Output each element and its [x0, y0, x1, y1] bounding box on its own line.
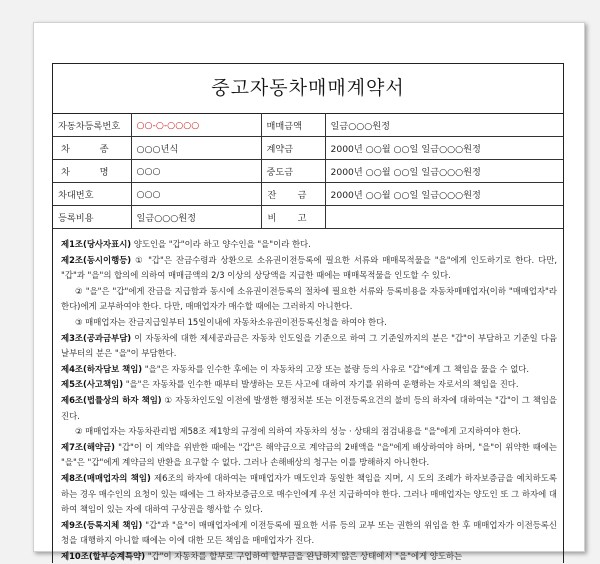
- article-6-clause-2: [61, 424, 557, 440]
- article-2: [61, 253, 557, 284]
- article-text: 이 자동차에 대한 제세공과금은 자동차 인도일을 기준으로 하여 그 기준일까지의 분은 "갑"이 부담하고 기준일 다음날부터의 분은 "을"이 부담한다.: [61, 332, 557, 359]
- value-registration-cost: 일금○○○원정: [131, 206, 261, 229]
- article-heading: 제2조(동시이행등): [61, 254, 132, 265]
- label-vehicle-name: 차 명: [53, 160, 131, 183]
- value-balance: 2000년 ○○월 ○○일 일금○○○원정: [325, 183, 563, 206]
- label-interim-payment: 중도금: [261, 160, 325, 183]
- article-5: [61, 377, 557, 393]
- article-4: [61, 362, 557, 378]
- article-heading: 제5조(사고책임): [61, 379, 124, 390]
- article-text: "을"은 자동차를 인수한 후에는 이 자동차의 고장 또는 불량 등의 사유로 "갑"에게 그 책임을 물을 수 없다.: [142, 363, 530, 374]
- article-text: ② "을"은 "갑"에게 잔금을 지급함과 동시에 소유권이전등록의 절차에 필요한 서류와 등록비용을 자동차매매업자(이하 "매매업자"라 한다)에게 교부하여야 한다. 다만, 매매업자가 매수할 때에는 그러하지 아니한다.: [61, 285, 557, 312]
- vehicle-info-table: [53, 113, 563, 229]
- document-title: 중고자동차매매계약서: [211, 77, 405, 99]
- article-8: [61, 471, 557, 518]
- article-10: [61, 549, 557, 564]
- label-chassis-number: 차대번호: [53, 183, 131, 206]
- value-registration-number: ○○-○-○○○○: [131, 114, 261, 137]
- label-registration-cost: 등록비용: [53, 206, 131, 229]
- table-row: [53, 206, 563, 229]
- label-vehicle-type: 차 종: [53, 137, 131, 160]
- contract-frame: [52, 63, 564, 563]
- label-registration-number: 자동차등록번호: [53, 114, 131, 137]
- article-heading: 제6조(법률상의 하자 책임): [61, 394, 162, 405]
- article-9: [61, 518, 557, 549]
- article-heading: 제10조(할부승계특약): [61, 550, 146, 561]
- label-balance: 잔 금: [261, 183, 325, 206]
- value-chassis-number: ○○○: [131, 183, 261, 206]
- article-text: ② 매매업자는 자동차관리법 제58조 제1항의 규정에 의하여 자동차의 성능 · 상태의 점검내용을 "을"에게 고지하여야 한다.: [75, 426, 521, 437]
- article-heading: 제1조(당사자표시): [61, 239, 132, 249]
- table-row: [53, 137, 563, 160]
- value-deposit: 2000년 ○○월 ○○일 일금○○○원정: [325, 137, 563, 160]
- document-page: [33, 22, 585, 561]
- article-heading: 제8조(매매업자의 책임): [61, 472, 151, 483]
- article-2-clause-2: [61, 284, 557, 315]
- article-text: ① "갑"은 잔금수령과 상환으로 소유권이전등록에 필요한 서류와 매매목적물을 "을"에게 인도하기로 한다. 다만, "갑"과 "을"의 합의에 의하여 매매금액의 2/3 이상의 상당액을 지급한 때에는 매매목적물을 인도할 수 있다.: [61, 254, 557, 281]
- article-text: 양도인을 "갑"이라 하고 양수인을 "을"이라 한다.: [131, 239, 311, 249]
- article-text: "갑"과 "을"이 매매업자에게 이전등록에 필요한 서류 등의 교부 또는 권한의 위임을 한 후 매매업자가 이전등록신청을 대행하지 아니할 때에는 이에 대한 모든 책임을 매매업자가 진다.: [61, 519, 557, 546]
- table-row: [53, 183, 563, 206]
- article-heading: 제4조(하자담보 책임): [61, 363, 143, 374]
- label-remarks: 비 고: [261, 206, 325, 229]
- contract-articles: [61, 237, 557, 564]
- table-row: [53, 160, 563, 183]
- value-remarks: [325, 206, 563, 229]
- article-text: "을"은 자동차를 인수한 때부터 발생하는 모든 사고에 대하여 자기를 위하여 운행하는 자로서의 책임을 진다.: [123, 379, 519, 390]
- label-sale-price: 매매금액: [261, 114, 325, 137]
- article-text: 제6조의 하자에 대하여는 매매업자가 매도인과 동일한 책임을 지며, 시 도의 조례가 하자보증금을 예치하도록 하는 경우 매수인의 요청이 있는 때에는 그 하자보증금으로 매수인에게 우선 지급하여야 한다. 그러나 매매업자는 양도인 또 그 하자에 대하여 책임이 있는 자에 대하여 구상권을 행사할 수 있다.: [61, 472, 557, 515]
- article-heading: 제9조(등록지체 책임): [61, 519, 143, 530]
- article-1: [61, 237, 557, 253]
- article-text: ③ 매매업자는 잔금지급일부터 15일이내에 자동차소유권이전등록신청을 하여야 한다.: [75, 316, 387, 327]
- table-row: [53, 114, 563, 137]
- article-3: [61, 331, 557, 362]
- article-text: "갑"이 이 계약을 위반한 때에는 "갑"은 해약금으로 계약금의 2배액을 "을"에게 배상하여야 하며, "을"이 위약한 때에는 "을"은 "갑"에게 계약금의 반환을 요구할 수 없다. 그러나 손해배상의 청구는 이를 방해하지 아니한다.: [61, 441, 557, 468]
- article-7: [61, 440, 557, 471]
- article-2-clause-3: [61, 315, 557, 331]
- value-vehicle-type: ○○○년식: [131, 137, 261, 160]
- label-deposit: 계약금: [261, 137, 325, 160]
- article-text: "갑"이 자동차를 할부로 구입하여 할부금을 완납하지 않은 상태에서 "을"에게 양도하는: [145, 550, 463, 561]
- value-interim-payment: 2000년 ○○월 ○○일 일금○○○원정: [325, 160, 563, 183]
- value-vehicle-name: ○○○: [131, 160, 261, 183]
- article-text: ① 자동차인도일 이전에 발생한 행정처분 또는 이전등록요건의 불비 등의 하자에 대하여는 "갑"이 그 책임을 진다.: [61, 394, 557, 421]
- article-6: [61, 393, 557, 424]
- article-heading: 제3조(공과금부담): [61, 332, 132, 343]
- article-heading: 제7조(해약금): [61, 441, 115, 452]
- value-sale-price: 일금○○○원정: [325, 114, 563, 137]
